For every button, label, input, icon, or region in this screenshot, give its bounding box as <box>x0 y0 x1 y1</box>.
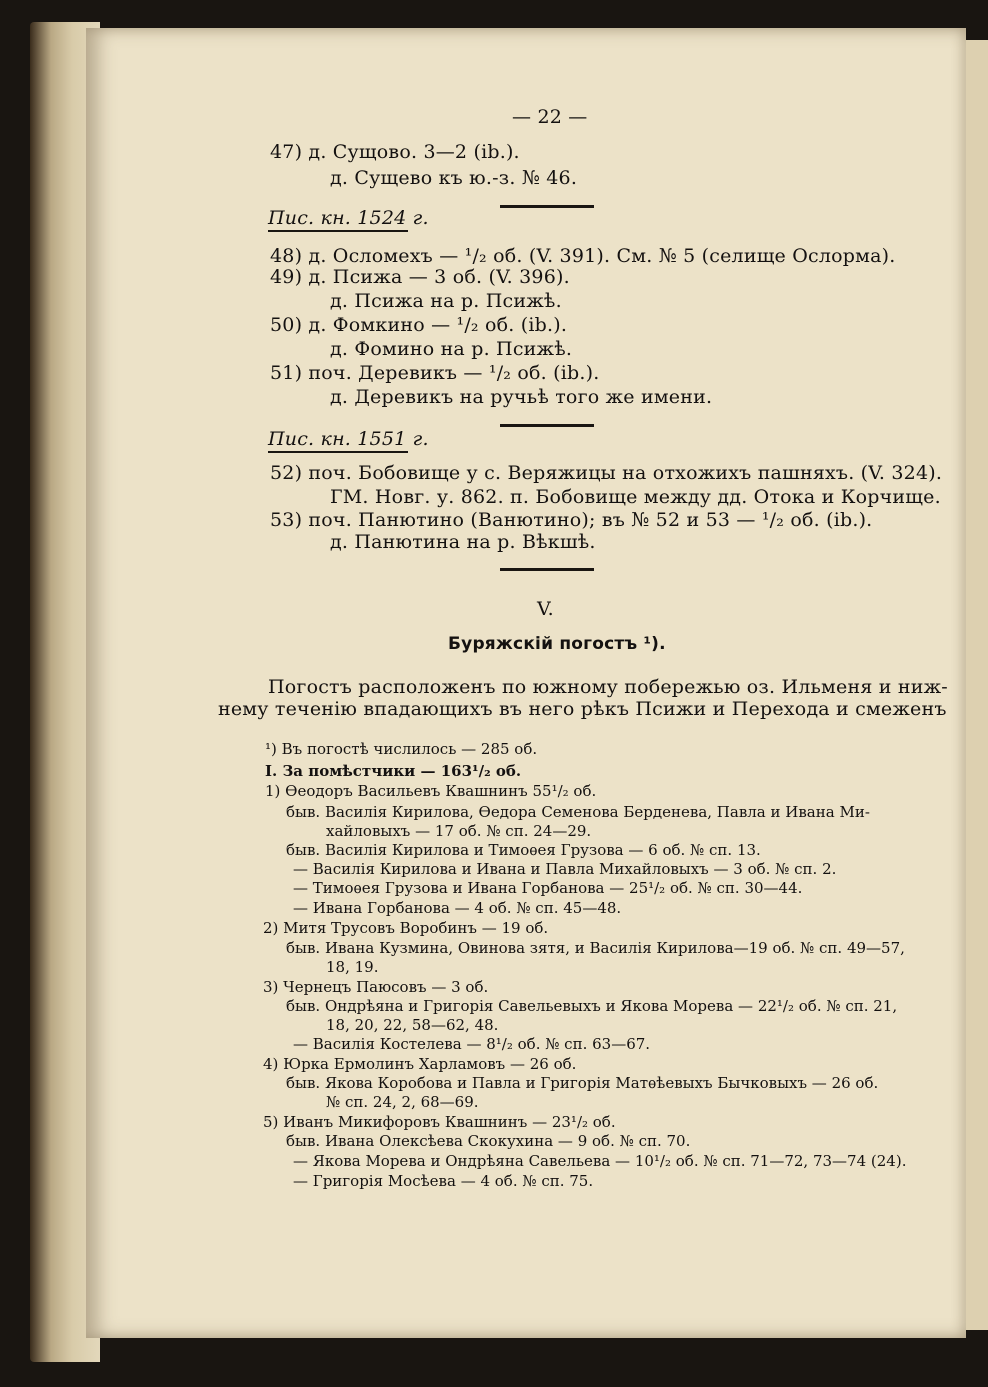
footnote-line: 4) Юрка Ермолинъ Харламовъ — 26 об. <box>263 1055 577 1073</box>
footnote-line: быв. Василія Кирилова, Ѳедора Семенова Берденева, Павла и Ивана Ми- <box>286 803 870 821</box>
entry-52-title: 52) поч. Бобовище у с. Веряжицы на отхожихъ пашняхъ. (V. 324). <box>270 462 943 484</box>
footnote-line: ¹) Въ погостѣ числилось — 285 об. <box>265 740 538 758</box>
footnote-line: — Тимоѳея Грузова и Ивана Горбанова — 25¹/₂ об. № сп. 30—44. <box>293 879 803 897</box>
chapter-heading: Буряжскій погостъ ¹). <box>448 634 666 654</box>
entry-51-note: д. Деревикъ на ручьѣ того же имени. <box>330 386 713 408</box>
divider-rule <box>500 205 594 208</box>
section-heading-1551: Пис. кн. 1551 г. <box>268 428 429 450</box>
footnote-line: 2) Митя Трусовъ Воробинъ — 19 об. <box>263 919 549 937</box>
footnote-line: — Якова Морева и Ондрѣяна Савельева — 10¹/₂ об. № сп. 71—72, 73—74 (24). <box>293 1152 907 1170</box>
footnote-line: хайловыхъ — 17 об. № сп. 24—29. <box>326 822 592 840</box>
entry-47-title: 47) д. Сущово. 3—2 (ib.). <box>270 141 520 163</box>
divider-rule <box>500 424 594 427</box>
footnote-line: 1) Ѳеодоръ Васильевъ Квашнинъ 55¹/₂ об. <box>265 782 597 800</box>
footnote-line: — Василія Костелева — 8¹/₂ об. № сп. 63—67. <box>293 1035 651 1053</box>
paragraph-line: нему теченію впадающихъ въ него рѣкъ Псижи и Перехода и смеженъ <box>218 698 947 720</box>
roman-numeral: V. <box>537 598 554 620</box>
footnote-line: I. За помѣстчики — 163¹/₂ об. <box>265 762 522 780</box>
footnote-line: 18, 20, 22, 58—62, 48. <box>326 1016 499 1034</box>
footnote-line: — Григорія Мосѣева — 4 об. № сп. 75. <box>293 1172 594 1190</box>
entry-49-note: д. Псижа на р. Псижѣ. <box>330 290 562 312</box>
entry-50-title: 50) д. Фомкино — ¹/₂ об. (ib.). <box>270 314 568 336</box>
footnote-line: — Ивана Горбанова — 4 об. № сп. 45—48. <box>293 899 622 917</box>
entry-53-title: 53) поч. Панютино (Ванютино); въ № 52 и 53 — ¹/₂ об. (ib.). <box>270 509 873 531</box>
underline-1524 <box>268 230 408 232</box>
footnote-line: быв. Якова Коробова и Павла и Григорія Матѳѣевыхъ Бычковыхъ — 26 об. <box>286 1074 879 1092</box>
footnote-line: № сп. 24, 2, 68—69. <box>326 1093 479 1111</box>
entry-48: 48) д. Осломехъ — ¹/₂ об. (V. 391). См. № 5 (селище Ослорма). <box>270 245 896 267</box>
next-page-edge <box>966 40 988 1330</box>
underline-1551 <box>268 451 408 453</box>
footnote-line: — Василія Кирилова и Ивана и Павла Михайловыхъ — 3 об. № сп. 2. <box>293 860 837 878</box>
divider-rule <box>500 568 594 571</box>
footnote-line: быв. Ондрѣяна и Григорія Савельевыхъ и Якова Морева — 22¹/₂ об. № сп. 21, <box>286 997 898 1015</box>
section-heading-1524: Пис. кн. 1524 г. <box>268 207 429 229</box>
entry-49-title: 49) д. Псижа — 3 об. (V. 396). <box>270 266 570 288</box>
footnote-line: 3) Чернецъ Паюсовъ — 3 об. <box>263 978 489 996</box>
page-number: — 22 — <box>512 106 588 128</box>
entry-52-note: ГМ. Новг. у. 862. п. Бобовище между дд. Отока и Корчище. <box>330 486 941 508</box>
entry-50-note: д. Фомино на р. Псижѣ. <box>330 338 573 360</box>
footnote-line: быв. Василія Кирилова и Тимоѳея Грузова — 6 об. № сп. 13. <box>286 841 761 859</box>
entry-47-note: д. Сущево къ ю.-з. № 46. <box>330 167 578 189</box>
paragraph-line: Погостъ расположенъ по южному побережью оз. Ильменя и ниж- <box>268 676 948 698</box>
entry-53-note: д. Панютина на р. Вѣкшѣ. <box>330 531 596 553</box>
footnote-line: быв. Ивана Кузмина, Овинова зятя, и Василія Кирилова—19 об. № сп. 49—57, <box>286 939 905 957</box>
entry-51-title: 51) поч. Деревикъ — ¹/₂ об. (ib.). <box>270 362 600 384</box>
footnote-line: 18, 19. <box>326 958 379 976</box>
footnote-line: быв. Ивана Олексѣева Скокухина — 9 об. № сп. 70. <box>286 1132 691 1150</box>
footnote-line: 5) Иванъ Микифоровъ Квашнинъ — 23¹/₂ об. <box>263 1113 616 1131</box>
